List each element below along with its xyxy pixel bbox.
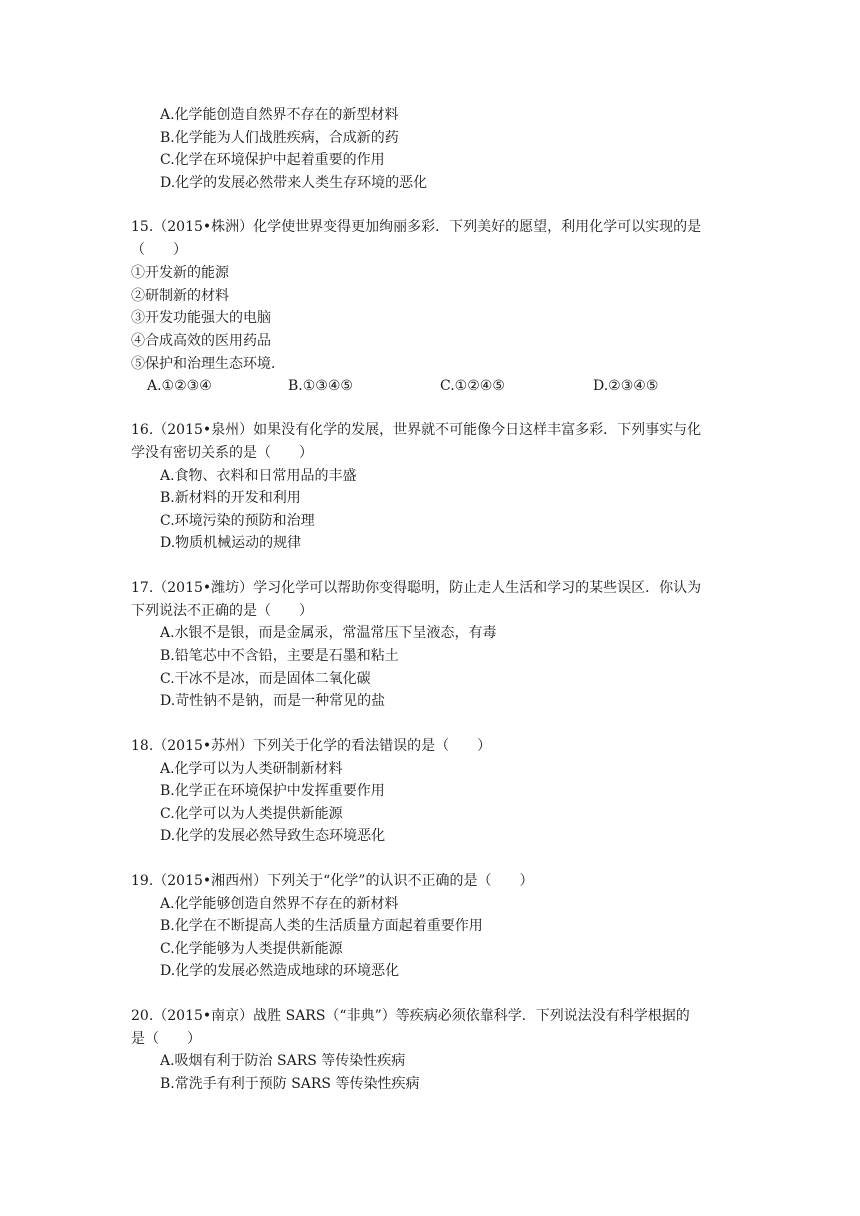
q14-option-b: B.化学能为人们战胜疾病，合成新的药 xyxy=(160,130,399,146)
q16-option-a: A.食物、衣料和日常用品的丰盛 xyxy=(160,468,357,484)
q18-option-a: A.化学可以为人类研制新材料 xyxy=(160,761,343,777)
q15-option-a: A.①②③④ xyxy=(147,378,212,394)
q19-option-d: D.化学的发展必然造成地球的环境恶化 xyxy=(160,963,400,979)
q15-item-3: ③开发功能强大的电脑 xyxy=(131,310,271,326)
q20-option-b: B.常洗手有利于预防 SARS 等传染性疾病 xyxy=(160,1076,420,1092)
q17-option-d: D.苛性钠不是钠，而是一种常见的盐 xyxy=(160,693,386,709)
q20-stem-line1: 20.（2015•南京）战胜 SARS（“非典”）等疾病必须依靠科学．下列说法没有科学根据的 xyxy=(131,1008,690,1024)
q17-stem-line2: 下列说法不正确的是（ ） xyxy=(131,603,313,619)
q14-option-c: C.化学在环境保护中起着重要的作用 xyxy=(160,152,385,168)
q16-stem-line2: 学没有密切关系的是（ ） xyxy=(131,445,313,461)
q18-option-d: D.化学的发展必然导致生态环境恶化 xyxy=(160,828,386,844)
q15-option-d: D.②③④⑤ xyxy=(593,378,659,394)
q20-option-a: A.吸烟有利于防治 SARS 等传染性疾病 xyxy=(160,1053,406,1069)
q17-stem-line1: 17.（2015•潍坊）学习化学可以帮助你变得聪明，防止走人生活和学习的某些误区．你认为 xyxy=(131,580,702,596)
q14-option-d: D.化学的发展必然带来人类生存环境的恶化 xyxy=(160,175,428,191)
q17-option-b: B.铅笔芯中不含铅，主要是石墨和粘土 xyxy=(160,648,399,664)
q15-item-1: ①开发新的能源 xyxy=(131,265,229,281)
q18-option-c: C.化学可以为人类提供新能源 xyxy=(160,806,343,822)
q15-item-5: ⑤保护和治理生态环境． xyxy=(131,356,285,372)
q15-item-4: ④合成高效的医用药品 xyxy=(131,333,271,349)
q15-stem-line1: 15.（2015•株洲）化学使世界变得更加绚丽多彩．下列美好的愿望，利用化学可以实现的是 xyxy=(131,219,702,235)
q16-stem-line1: 16.（2015•泉州）如果没有化学的发展，世界就不可能像今日这样丰富多彩．下列事实与化 xyxy=(131,422,702,438)
q16-option-d: D.物质机械运动的规律 xyxy=(160,535,302,551)
q17-option-a: A.水银不是银，而是金属汞，常温常压下呈液态，有毒 xyxy=(160,625,497,641)
q19-stem-line1: 19.（2015•湘西州）下列关于“化学”的认识不正确的是（ ） xyxy=(131,873,534,889)
q18-stem-line1: 18.（2015•苏州）下列关于化学的看法错误的是（ ） xyxy=(131,738,492,754)
q17-option-c: C.干冰不是冰，而是固体二氧化碳 xyxy=(160,671,371,687)
q16-option-b: B.新材料的开发和利用 xyxy=(160,490,301,506)
q15-option-c: C.①②④⑤ xyxy=(440,378,505,394)
q19-option-c: C.化学能够为人类提供新能源 xyxy=(160,941,343,957)
q19-option-b: B.化学在不断提高人类的生活质量方面起着重要作用 xyxy=(160,918,483,934)
q20-stem-line2: 是（ ） xyxy=(131,1031,201,1047)
q18-option-b: B.化学正在环境保护中发挥重要作用 xyxy=(160,783,385,799)
q15-option-b: B.①③④⑤ xyxy=(288,378,353,394)
q14-option-a: A.化学能创造自然界不存在的新型材料 xyxy=(160,107,399,123)
q15-stem-line2: （ ） xyxy=(131,242,187,258)
q16-option-c: C.环境污染的预防和治理 xyxy=(160,513,315,529)
q15-item-2: ②研制新的材料 xyxy=(131,288,229,304)
q19-option-a: A.化学能够创造自然界不存在的新材料 xyxy=(160,896,399,912)
